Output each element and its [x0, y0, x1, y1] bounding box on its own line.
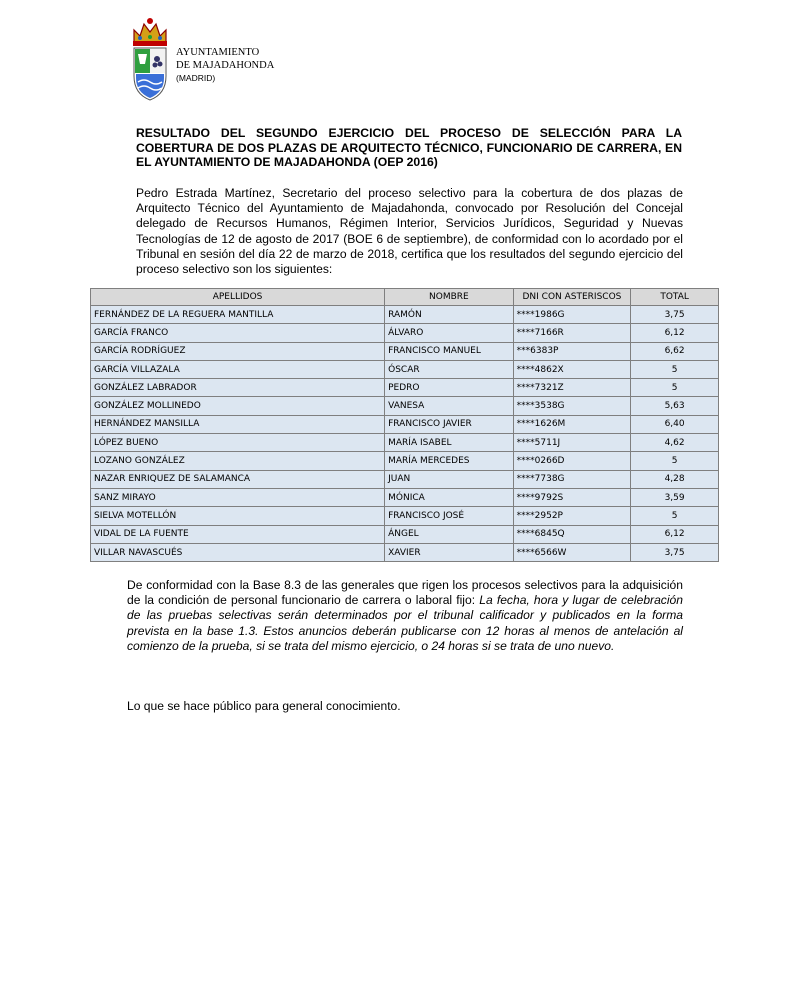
cell-nombre: VANESA — [385, 397, 514, 415]
cell-dni: ****7738G — [513, 470, 631, 488]
cell-nombre: MÓNICA — [385, 488, 514, 506]
cell-dni: ****7321Z — [513, 379, 631, 397]
cell-total: 6,62 — [631, 342, 719, 360]
cell-dni: ****4862X — [513, 360, 631, 378]
table-row — [91, 360, 719, 378]
document-title: RESULTADO DEL SEGUNDO EJERCICIO DEL PROCESO DE SELECCIÓN PARA LA COBERTURA DE DOS PLAZAS DE ARQUITECTO TÉCNICO, FUNCIONARIO DE CARRERA, EN EL AYUNTAMIENTO DE MAJADAHONDA (OEP 2016) — [136, 126, 682, 169]
header-total: TOTAL — [631, 289, 719, 306]
cell-total: 5 — [631, 379, 719, 397]
org-line-2: DE MAJADAHONDA — [176, 59, 275, 71]
cell-nombre: MARÍA ISABEL — [385, 434, 514, 452]
base-paragraph-quote: La fecha, hora y lugar de celebración de las pruebas selectivas serán determinados por el tribunal calificador y publicados en la forma prevista en la base 1.3. Estos anuncios deberán publicarse con 12 horas al menos de antelación al comienzo de la prueba, si se trata del mismo ejercicio, o 24 horas si se trata de uno nuevo. — [127, 593, 683, 653]
cell-nombre: RAMÓN — [385, 306, 514, 324]
cell-nombre: ÓSCAR — [385, 360, 514, 378]
table-row — [91, 488, 719, 506]
table-row — [91, 507, 719, 525]
cell-total: 4,62 — [631, 434, 719, 452]
cell-total: 3,59 — [631, 488, 719, 506]
cell-nombre: FRANCISCO JAVIER — [385, 415, 514, 433]
cell-total: 5,63 — [631, 397, 719, 415]
cell-apellidos: SIELVA MOTELLÓN — [91, 507, 385, 525]
cell-total: 5 — [631, 452, 719, 470]
cell-dni: ****5711J — [513, 434, 631, 452]
base-paragraph-lead: De conformidad con la Base 8.3 de las generales que rigen los procesos selectivos para la adquisición de la condición de personal funcionario de carrera o laboral fijo: — [127, 578, 683, 608]
cell-nombre: ÁNGEL — [385, 525, 514, 543]
cell-nombre: XAVIER — [385, 543, 514, 561]
cell-dni: ****2952P — [513, 507, 631, 525]
cell-nombre: JUAN — [385, 470, 514, 488]
org-line-3: (MADRID) — [176, 73, 216, 83]
table-row — [91, 452, 719, 470]
cell-total: 6,40 — [631, 415, 719, 433]
header-apellidos: APELLIDOS — [91, 289, 385, 306]
closing-line: Lo que se hace público para general conocimiento. — [127, 699, 401, 713]
cell-apellidos: GARCÍA FRANCO — [91, 324, 385, 342]
cell-apellidos: SANZ MIRAYO — [91, 488, 385, 506]
cell-apellidos: GONZÁLEZ MOLLINEDO — [91, 397, 385, 415]
cell-dni: ****0266D — [513, 452, 631, 470]
cell-apellidos: LÓPEZ BUENO — [91, 434, 385, 452]
table-row — [91, 543, 719, 561]
cell-total: 3,75 — [631, 543, 719, 561]
results-table — [90, 288, 719, 562]
cell-apellidos: FERNÁNDEZ DE LA REGUERA MANTILLA — [91, 306, 385, 324]
cell-dni: ***6383P — [513, 342, 631, 360]
coat-of-arms-icon — [128, 14, 172, 102]
cell-apellidos: NAZAR ENRIQUEZ DE SALAMANCA — [91, 470, 385, 488]
cell-total: 5 — [631, 507, 719, 525]
intro-paragraph: Pedro Estrada Martínez, Secretario del proceso selectivo para la cobertura de dos plazas de Arquitecto Técnico del Ayuntamiento de Majadahonda, convocado por Resolución del Concejal delegado de Recursos Humanos, Régimen Interior, Servicios Jurídicos, Seguridad y Nuevas Tecnologías de 12 de agosto de 2017 (BOE 6 de septiembre), de conformidad con lo acordado por el Tribunal en sesión del día 22 de marzo de 2018, certifica que los resultados del segundo ejercicio del proceso selectivo son los siguientes: — [136, 186, 683, 277]
cell-dni: ****9792S — [513, 488, 631, 506]
table-row — [91, 324, 719, 342]
header-dni: DNI CON ASTERISCOS — [513, 289, 631, 306]
header-nombre: NOMBRE — [385, 289, 514, 306]
cell-apellidos: LOZANO GONZÁLEZ — [91, 452, 385, 470]
cell-dni: ****1626M — [513, 415, 631, 433]
results-table-body — [91, 306, 719, 562]
cell-nombre: ÁLVARO — [385, 324, 514, 342]
table-row — [91, 397, 719, 415]
cell-apellidos: GONZÁLEZ LABRADOR — [91, 379, 385, 397]
cell-dni: ****3538G — [513, 397, 631, 415]
table-row — [91, 434, 719, 452]
cell-total: 6,12 — [631, 525, 719, 543]
table-row — [91, 306, 719, 324]
cell-nombre: FRANCISCO MANUEL — [385, 342, 514, 360]
base-paragraph — [127, 578, 683, 654]
cell-total: 3,75 — [631, 306, 719, 324]
cell-dni: ****6845Q — [513, 525, 631, 543]
cell-dni: ****7166R — [513, 324, 631, 342]
table-row — [91, 342, 719, 360]
table-row — [91, 470, 719, 488]
table-row — [91, 415, 719, 433]
cell-dni: ****6566W — [513, 543, 631, 561]
cell-total: 4,28 — [631, 470, 719, 488]
organization-name — [176, 47, 274, 85]
cell-dni: ****1986G — [513, 306, 631, 324]
table-header-row — [91, 289, 719, 306]
cell-total: 6,12 — [631, 324, 719, 342]
cell-apellidos: GARCÍA RODRÍGUEZ — [91, 342, 385, 360]
cell-nombre: FRANCISCO JOSÉ — [385, 507, 514, 525]
org-line-1: AYUNTAMIENTO — [176, 47, 260, 58]
cell-apellidos: VILLAR NAVASCUÉS — [91, 543, 385, 561]
cell-apellidos: VIDAL DE LA FUENTE — [91, 525, 385, 543]
cell-apellidos: GARCÍA VILLAZALA — [91, 360, 385, 378]
cell-total: 5 — [631, 360, 719, 378]
table-row — [91, 379, 719, 397]
cell-nombre: MARÍA MERCEDES — [385, 452, 514, 470]
cell-nombre: PEDRO — [385, 379, 514, 397]
cell-apellidos: HERNÁNDEZ MANSILLA — [91, 415, 385, 433]
table-row — [91, 525, 719, 543]
